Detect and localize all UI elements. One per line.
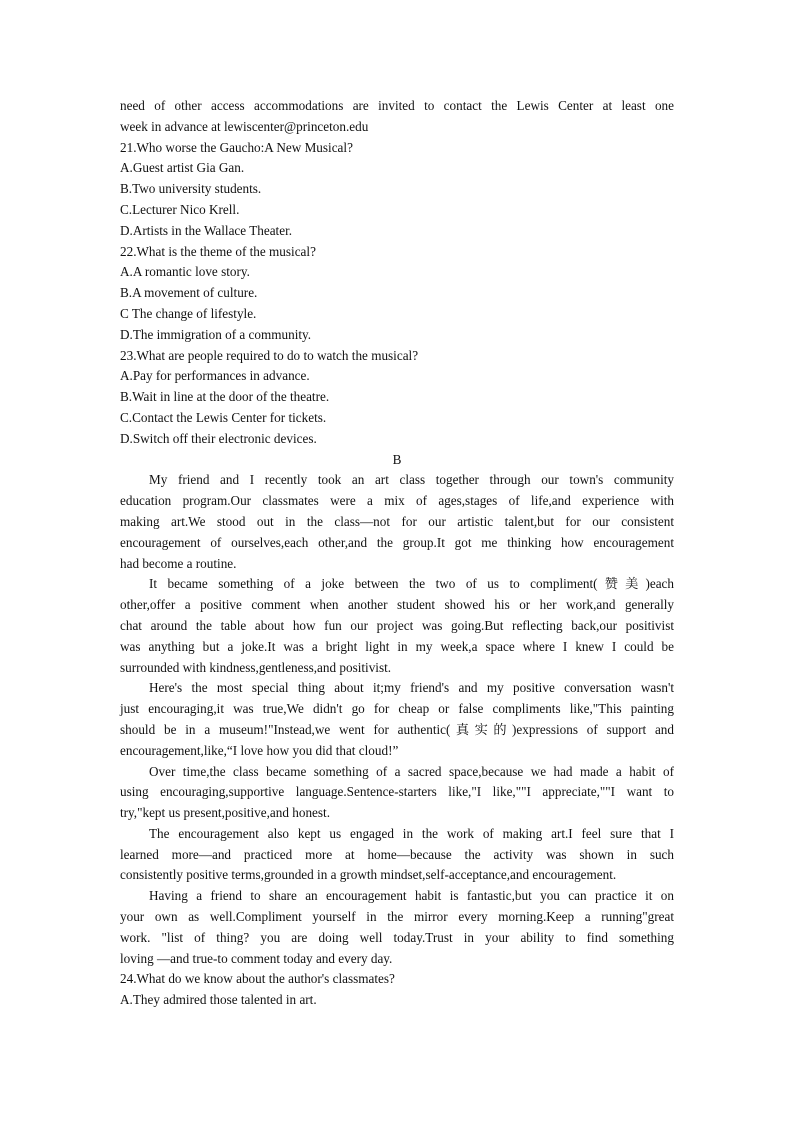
passage-line: had become a routine.: [120, 555, 237, 571]
passage-line: Over time,the class became something of a sacred space,because we had made a habit of: [149, 763, 674, 779]
option-b: B.A movement of culture.: [120, 285, 258, 301]
passage-line: It became something of a joke between the two of us to compliment(赞美)each: [149, 576, 674, 592]
option-b: B.Two university students.: [120, 181, 262, 197]
question-stem: 21.Who worse the Gaucho:A New Musical?: [120, 139, 353, 155]
passage-line: just encouraging,it was true,We didn't go for cheap or false compliments like,"This painting: [120, 701, 674, 717]
question-23: [120, 346, 674, 450]
intro-line-2: week in advance at lewiscenter@princeton.edu: [120, 118, 369, 134]
option-a: A.They admired those talented in art.: [120, 992, 317, 1008]
option-a: A.Pay for performances in advance.: [120, 368, 310, 384]
question-stem: 22.What is the theme of the musical?: [120, 243, 316, 259]
option-d: D.The immigration of a community.: [120, 326, 312, 342]
passage-line: your own as well.Compliment yourself in the mirror every morning.Keep a running"great: [120, 909, 674, 925]
option-d: D.Artists in the Wallace Theater.: [120, 222, 293, 238]
passage-line: learned more—and practiced more at home—because the activity was shown in such: [120, 846, 674, 862]
passage-line: My friend and I recently took an art class together through our town's community: [149, 472, 674, 488]
passage-line: encouragement,like,“I love how you did that cloud!”: [120, 742, 399, 758]
passage-line: The encouragement also kept us engaged in the work of making art.I feel sure that I: [149, 825, 674, 841]
intro-line-1: need of other access accommodations are invited to contact the Lewis Center at least one: [120, 98, 674, 113]
document-page: [120, 96, 674, 1011]
passage-line: try,"kept us present,positive,and honest.: [120, 805, 330, 821]
option-d: D.Switch off their electronic devices.: [120, 430, 317, 446]
passage-line: Here's the most special thing about it;my friend's and my positive conversation wasn't: [149, 680, 674, 696]
passage-line: surrounded with kindness,gentleness,and positivist.: [120, 659, 392, 675]
passage-line: other,offer a positive comment when another student showed his or her work,and generally: [120, 597, 674, 613]
passage-line: loving —and true-to comment today and every day.: [120, 950, 393, 966]
option-c: C The change of lifestyle.: [120, 305, 257, 321]
passage-line: should be in a museum!"Instead,we went for authentic(真实的)expressions of support and: [120, 721, 674, 737]
passage-line: chat around the table about how fun our project was going.But reflecting back,our positivist: [120, 617, 674, 633]
question-22: [120, 242, 674, 346]
passage-line: Having a friend to share an encouragement habit is fantastic,but you can practice it on: [149, 888, 674, 904]
passage-paragraph-2: [120, 574, 674, 678]
question-stem: 24.What do we know about the author's classmates?: [120, 971, 395, 987]
question-24: [120, 969, 674, 1011]
passage-line: education program.Our classmates were a mix of ages,stages of life,and experience with: [120, 493, 674, 509]
option-a: A.Guest artist Gia Gan.: [120, 160, 245, 176]
option-a: A.A romantic love story.: [120, 264, 250, 280]
passage-line: work. "list of thing? you are doing well today.Trust in your ability to find something: [120, 929, 674, 945]
passage-line: encouragement of ourselves,each other,and the group.It got me thinking how encouragement: [120, 534, 674, 550]
passage-line: consistently positive terms,grounded in a growth mindset,self-acceptance,and encouragement.: [120, 867, 617, 883]
question-stem: 23.What are people required to do to watch the musical?: [120, 347, 419, 363]
passage-line: was anything but a joke.It was a bright light in my week,a space where I knew I could be: [120, 638, 674, 654]
passage-paragraph-1: [120, 470, 674, 574]
option-b: B.Wait in line at the door of the theatre.: [120, 389, 330, 405]
passage-paragraph-6: [120, 886, 674, 969]
passage-paragraph-4: [120, 762, 674, 824]
question-21: [120, 138, 674, 242]
option-c: C.Contact the Lewis Center for tickets.: [120, 409, 327, 425]
passage-line: using encouraging,supportive language.Sentence-starters like,"I like,""I appreciate,""I want to: [120, 784, 674, 800]
passage-line: making art.We stood out in the class—not for our artistic talent,but for our consistent: [120, 513, 674, 529]
section-heading: B: [392, 451, 402, 467]
passage-paragraph-5: [120, 824, 674, 886]
option-c: C.Lecturer Nico Krell.: [120, 201, 240, 217]
passage-paragraph-3: [120, 678, 674, 761]
